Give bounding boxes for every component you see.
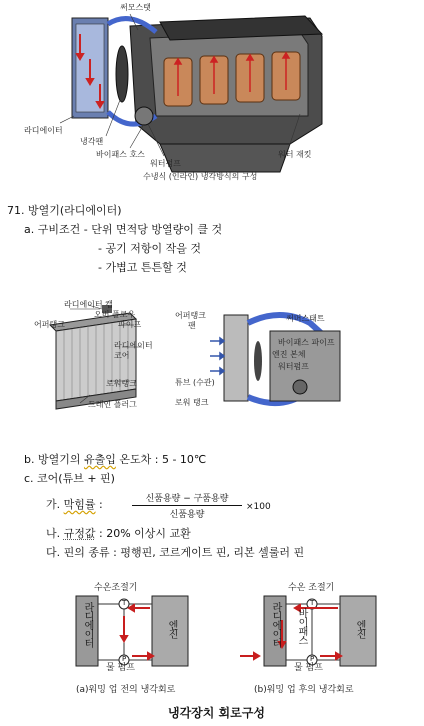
circuit-b-bypass: 바이패스 [296,608,307,644]
condition-a: a. 구비조건 - 단위 면적당 방열량이 클 것 [24,223,223,236]
circuit-a-t-mark: T [122,599,127,607]
formula-denominator: 신품용량 [169,510,205,520]
circuit-a-radiator: 라디에이터 [82,602,93,647]
label-engine-body: 엔진 본체 [272,350,306,359]
item-ga: 가. 막힘률 : [46,498,103,511]
label-bypass-hose: 바이패스 호스 [96,150,145,159]
label-fan: 팬 [188,321,196,330]
figure3-title: 냉각장치 회로구성 [168,706,265,720]
label-thermostat-right: 써머스태트 [286,314,325,323]
label-overflow-a: 오버 플로우 [94,310,136,319]
circuit-a-p-mark: P [122,655,127,663]
condition-a-item2: - 공기 저항이 작을 것 [98,242,201,255]
circuit-b-pump: 물 펌프 [294,663,323,673]
label-thermostat: 써모스탯 [120,3,151,12]
label-bypass-pipe: 바이패스 파이프 [278,338,335,347]
label-overflow-b: 파이프 [118,320,142,329]
item-b-underlined: 유출입 [83,453,116,466]
item-c: c. 코어(튜브 + 핀) [24,472,115,485]
radiator-illustration [30,295,400,415]
circuit-a-caption: (a)워밍 업 전의 냉각회로 [76,685,176,695]
circuit-a-engine: 엔진 [166,620,177,638]
circuit-b-caption: (b)워밍 업 후의 냉각회로 [254,685,354,695]
label-lower-tank-left: 로워탱크 [106,379,137,388]
circuit-b-t-mark: T [310,599,315,607]
label-core-a: 라디에이터 [114,341,153,350]
label-upper-tank-left: 어퍼탱크 [34,320,65,329]
circuit-a-pump: 물 펌프 [106,663,135,673]
item-na-underlined: 규정값 [63,527,96,540]
formula-multiplier: ×100 [246,502,271,512]
formula-numerator: 신품용량 − 구품용량 [132,491,242,506]
label-water-pump-right: 워터펌프 [278,362,309,371]
circuit-b-radiator: 라디에이터 [270,602,281,647]
circuit-b-p-mark: P [310,655,315,663]
label-cooling-fan: 냉각팬 [80,137,104,146]
item-da: 다. 핀의 종류 : 평행핀, 코르게이트 핀, 리본 셀룰러 핀 [46,546,305,559]
condition-a-item3: - 가볍고 튼튼할 것 [98,261,187,274]
label-water-jacket: 워터 재킷 [278,150,312,159]
label-upper-tank-right: 어퍼탱크 [175,311,206,320]
label-drain-plug: 드레인 플러그 [88,400,137,409]
label-water-pump: 워터펌프 [150,159,181,168]
label-core-b: 코어 [114,351,130,360]
figure1-caption: 수냉식 (인라인) 냉각방식의 구성 [143,172,258,181]
blockage-formula [132,491,242,520]
item-na: 나. 규정값 : 20% 이상시 교환 [46,527,191,540]
circuit-a-thermostat: 수온조절기 [94,583,138,593]
label-radiator: 라디에이터 [24,126,63,135]
item-ga-underlined: 막힘률 [63,498,96,511]
figure-radiator-structure [30,295,400,415]
label-lower-tank-right: 로워 탱크 [175,398,209,407]
label-radiator-cap: 라디에이터 캡 [64,300,113,309]
circuit-b-engine: 엔진 [354,620,365,638]
circuit-b-thermostat: 수온 조절기 [288,583,335,593]
section-title: 71. 방열기(라디에이터) [7,204,122,217]
label-tube: 튜브 (수관) [175,378,215,387]
item-b: b. 방열기의 유출입 온도차 : 5 - 10℃ [24,453,207,466]
